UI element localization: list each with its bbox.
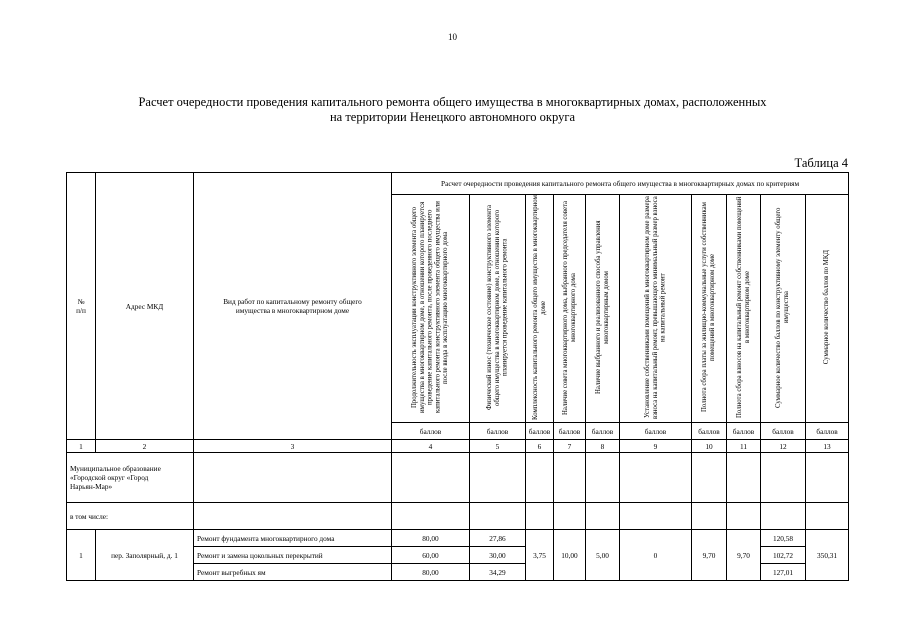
house-total: 350,31 [806, 530, 849, 581]
column-numbers-row [67, 440, 849, 453]
house-c11: 9,70 [727, 530, 761, 581]
header-num: № п/п [67, 173, 96, 440]
house-number: 1 [67, 530, 96, 581]
work-c5: 34,29 [470, 564, 526, 581]
criterion-header-5: Физический износ (техническое состояние) конструктивного элемента общего имущества в многоквартирном доме, в отношении которого планируется проведение капитального ремонта [470, 195, 526, 423]
column-number: 2 [96, 440, 194, 453]
unit-label: баллов [526, 423, 554, 440]
column-number: 9 [620, 440, 692, 453]
header-address: Адрес МКД [96, 173, 194, 440]
column-number: 12 [761, 440, 806, 453]
column-number: 8 [586, 440, 620, 453]
unit-label: баллов [761, 423, 806, 440]
criterion-header-10: Полнота сбора платы за жилищно-коммунальные услуги собственникам помещений в многоквартирном доме [692, 195, 727, 423]
unit-label: баллов [620, 423, 692, 440]
column-number: 10 [692, 440, 727, 453]
column-number: 13 [806, 440, 849, 453]
work-name: Ремонт и замена цокольных перекрытий [194, 547, 392, 564]
house-c6: 3,75 [526, 530, 554, 581]
municipality-name: Муниципальное образование «Городской округ «Город Нарьян-Мар» [67, 453, 194, 503]
page-number: 10 [448, 32, 457, 42]
work-c4: 80,00 [392, 530, 470, 547]
header-row-1 [67, 173, 849, 195]
work-name: Ремонт выгребных ям [194, 564, 392, 581]
criterion-header-11: Полнота сбора взносов на капитальный ремонт собственниками помещений в многоквартирном доме [727, 195, 761, 423]
work-c12: 127,01 [761, 564, 806, 581]
criterion-header-12: Суммарное количество баллов по конструктивному элементу общего имущества [761, 195, 806, 423]
header-work-type: Вид работ по капитальному ремонту общего имущества в многоквартирном доме [194, 173, 392, 440]
unit-label: баллов [586, 423, 620, 440]
work-name: Ремонт фундамента многоквартирного дома [194, 530, 392, 547]
municipality-row [67, 453, 849, 503]
column-number: 5 [470, 440, 526, 453]
work-c4: 80,00 [392, 564, 470, 581]
column-number: 7 [554, 440, 586, 453]
house-c10: 9,70 [692, 530, 727, 581]
unit-label: баллов [806, 423, 849, 440]
criterion-header-8: Наличие выбранного и реализованного способа управления многоквартирным домом [586, 195, 620, 423]
unit-label: баллов [727, 423, 761, 440]
criterion-header-6: Комплексность капитального ремонта общего имущества в многоквартирном доме [526, 195, 554, 423]
criterion-header-13: Суммарное количество баллов по МКД [806, 195, 849, 423]
table-label: Таблица 4 [794, 156, 848, 170]
work-c12: 120,58 [761, 530, 806, 547]
criterion-header-9: Установление собственниками помещений в многоквартирном доме размера взноса на капитальный ремонт, превышающего минимальный размер взноса на капитальный ремонт [620, 195, 692, 423]
work-c5: 27,86 [470, 530, 526, 547]
title-line-1: Расчет очередности проведения капитального ремонта общего имущества в многоквартирных домах, расположенных [138, 95, 767, 109]
criterion-header-7: Наличие совета многоквартирного дома, выбранного председателя совета многоквартирного дома [554, 195, 586, 423]
house-c8: 5,00 [586, 530, 620, 581]
priority-table [66, 172, 849, 581]
including-row [67, 503, 849, 530]
column-number: 3 [194, 440, 392, 453]
unit-label: баллов [692, 423, 727, 440]
document-title [60, 95, 845, 125]
column-number: 11 [727, 440, 761, 453]
unit-label: баллов [470, 423, 526, 440]
work-c5: 30,00 [470, 547, 526, 564]
criterion-header-4: Продолжительность эксплуатации конструктивного элемента общего имущества в многоквартирном доме, в отношении которого планируется проведение капитального ремонта, после проведенного последнего капитального ремонта конструктивного элемента общего имущества или после ввода в эксплуатацию многоквартирного дома [392, 195, 470, 423]
column-number: 4 [392, 440, 470, 453]
work-c4: 60,00 [392, 547, 470, 564]
work-c12: 102,72 [761, 547, 806, 564]
table-row [67, 530, 849, 547]
header-criteria-group: Расчет очередности проведения капитального ремонта общего имущества в многоквартирных домах по критериям [392, 173, 849, 195]
house-c9: 0 [620, 530, 692, 581]
column-number: 6 [526, 440, 554, 453]
column-number: 1 [67, 440, 96, 453]
unit-label: баллов [392, 423, 470, 440]
house-c7: 10,00 [554, 530, 586, 581]
including-label: в том числе: [67, 503, 194, 530]
house-address: пер. Заполярный, д. 1 [96, 530, 194, 581]
unit-label: баллов [554, 423, 586, 440]
title-line-2: на территории Ненецкого автономного округа [329, 110, 575, 124]
